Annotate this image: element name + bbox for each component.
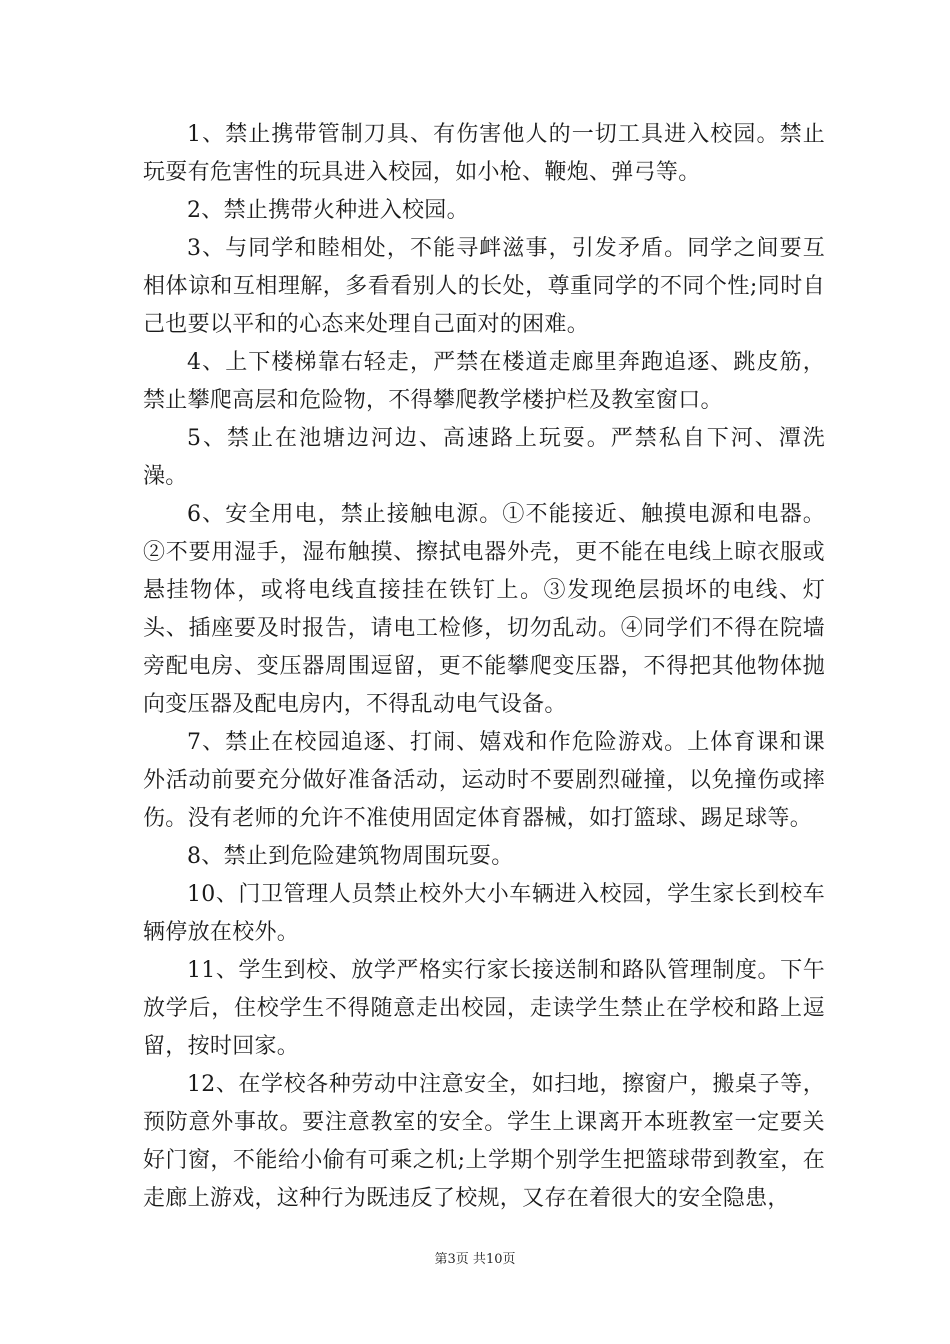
- total-page-count: 10: [485, 1252, 503, 1267]
- paragraph-rule-12: 12、在学校各种劳动中注意安全，如扫地，擦窗户，搬桌子等，预防意外事故。要注意教室的安全。学生上课离开本班教室一定要关好门窗，不能给小偷有可乘之机;上学期个别学生把篮球带到教室，在走廊上游戏，这种行为既违反了校规，又存在着很大的安全隐患，: [143, 1072, 825, 1211]
- paragraph-rule-10: 10、门卫管理人员禁止校外大小车辆进入校园，学生家长到校车辆停放在校外。: [143, 882, 825, 945]
- paragraph-rule-7: 7、禁止在校园追逐、打闹、嬉戏和作危险游戏。上体育课和课外活动前要充分做好准备活动，运动时不要剧烈碰撞，以免撞伤或摔伤。没有老师的允许不准使用固定体育器械，如打篮球、踢足球等。: [143, 730, 825, 831]
- paragraph-rule-3: 3、与同学和睦相处，不能寻衅滋事，引发矛盾。同学之间要互相体谅和互相理解，多看看别人的长处，尊重同学的不同个性;同时自己也要以平和的心态来处理自己面对的困难。: [143, 236, 825, 337]
- page-number-footer: [0, 1248, 950, 1267]
- footer-prefix: 第: [434, 1252, 448, 1267]
- footer-middle: 页 共: [455, 1252, 486, 1267]
- document-body: [143, 116, 825, 1218]
- paragraph-rule-11: 11、学生到校、放学严格实行家长接送制和路队管理制度。下午放学后，住校学生不得随意走出校园，走读学生禁止在学校和路上逗留，按时回家。: [143, 958, 825, 1059]
- current-page-number: 3: [447, 1252, 456, 1267]
- paragraph-rule-2: 2、禁止携带火种进入校园。: [187, 198, 469, 223]
- paragraph-rule-5: 5、禁止在池塘边河边、高速路上玩耍。严禁私自下河、潭洗澡。: [143, 426, 825, 489]
- paragraph-rule-6: 6、安全用电，禁止接触电源。①不能接近、触摸电源和电器。②不要用湿手，湿布触摸、擦拭电器外壳，更不能在电线上晾衣服或悬挂物体，或将电线直接挂在铁钉上。③发现绝层损坏的电线、灯头、插座要及时报告，请电工检修，切勿乱动。④同学们不得在院墙旁配电房、变压器周围逗留，更不能攀爬变压器，不得把其他物体抛向变压器及配电房内，不得乱动电气设备。: [143, 502, 825, 717]
- paragraph-rule-8: 8、禁止到危险建筑物周围玩耍。: [187, 844, 514, 869]
- paragraph-rule-1: 1、禁止携带管制刀具、有伤害他人的一切工具进入校园。禁止玩耍有危害性的玩具进入校园，如小枪、鞭炮、弹弓等。: [143, 122, 825, 185]
- footer-suffix: 页: [502, 1252, 516, 1267]
- paragraph-rule-4: 4、上下楼梯靠右轻走，严禁在楼道走廊里奔跑追逐、跳皮筋，禁止攀爬高层和危险物，不得攀爬教学楼护栏及教室窗口。: [143, 350, 825, 413]
